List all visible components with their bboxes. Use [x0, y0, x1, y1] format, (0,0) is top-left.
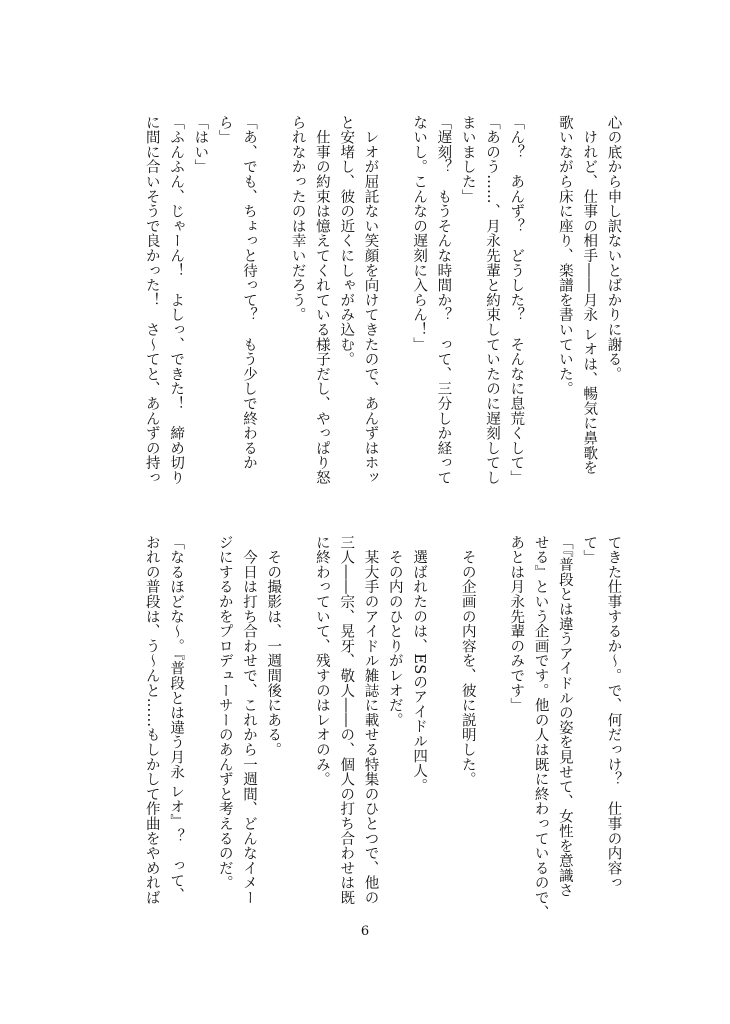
text-line: まいました」 — [459, 115, 476, 204]
text-line: 仕事の約束は憶えてくれている様子だし、やっぱり怒 — [313, 115, 330, 485]
text-line: 「なるほどな～。『普段とは違う月永 レオ』？ って、 — [168, 535, 185, 903]
text-line: て」 — [581, 535, 598, 565]
text-line: 「ふんふん、じゃーん！ よしっ、できた！ 締め切り — [168, 115, 185, 485]
text-line: ら」 — [216, 115, 233, 145]
text-line: 今日は打ち合わせで、これから一週間、どんなイメー — [241, 535, 257, 905]
text-line: ないし。こんなの遅刻に入らん！」 — [411, 115, 428, 352]
text-line: 心の底から申し訳ないとばかりに謝る。 — [605, 115, 622, 382]
text-line: その撮影は、一週間後にある。 — [265, 535, 282, 757]
text-line: その企画の内容を、彼に説明した。 — [459, 535, 476, 787]
text-line: てきた仕事するか～。で、何だっけ？ 仕事の内容っ — [605, 535, 622, 891]
text-line: 「『普段とは違うアイドルの姿を見せて、女性を意識さ — [556, 535, 573, 898]
page-number: 6 — [360, 924, 370, 939]
text-line: ジにするかをプロデューサーのあんずと考えるのだ。 — [216, 535, 233, 891]
text-line: その内のひとりがレオだ。 — [386, 535, 403, 728]
text-line: 「あ、でも、ちょっと待って？ もう少しで終わるか — [241, 115, 257, 471]
text-line: られなかったのは幸いだろう。 — [289, 115, 306, 323]
text-line: 「あのう……、月永先輩と約束していたのに遅刻してし — [484, 115, 500, 485]
text-line: せる』という企画です。他の人は既に終わっているので、 — [532, 535, 549, 920]
text-line: 三人――宗、晃牙、敬人――の、個人の打ち合わせは既 — [338, 535, 355, 905]
text-line: けれど、仕事の相手――月永 レオは、暢気に鼻歌を — [581, 115, 598, 476]
text-line: と安堵し、彼の近くにしゃがみ込む。 — [338, 115, 355, 367]
text-line: 「遅刻？ もうそんな時間か？ って、三分しか経って — [435, 115, 452, 485]
text-line: おれの普段は、う～んと……もしかして作曲をやめれば — [143, 535, 160, 905]
text-line: に終わっていて、残すのはレオのみ。 — [313, 535, 330, 787]
text-line: 選ばれたのは、ESのアイドル四人。 — [411, 535, 428, 793]
text-line: レオが屈託ない笑顔を向けてきたので、あんずはホッ — [362, 115, 379, 485]
text-line: に間に合いそうで良かった！ さ～てと、あんずの持っ — [143, 115, 160, 485]
text-line: 某大手のアイドル雑誌に載せる特集のひとつで、他の — [362, 535, 379, 905]
text-line: 「ん？ あんず？ どうした？ そんなに息荒くして」 — [508, 115, 525, 485]
text-line: 歌いながら床に座り、楽譜を書いていた。 — [556, 115, 573, 397]
text-line: あとは月永先輩のみです」 — [508, 535, 525, 713]
text-line: 「はい」 — [192, 115, 209, 175]
